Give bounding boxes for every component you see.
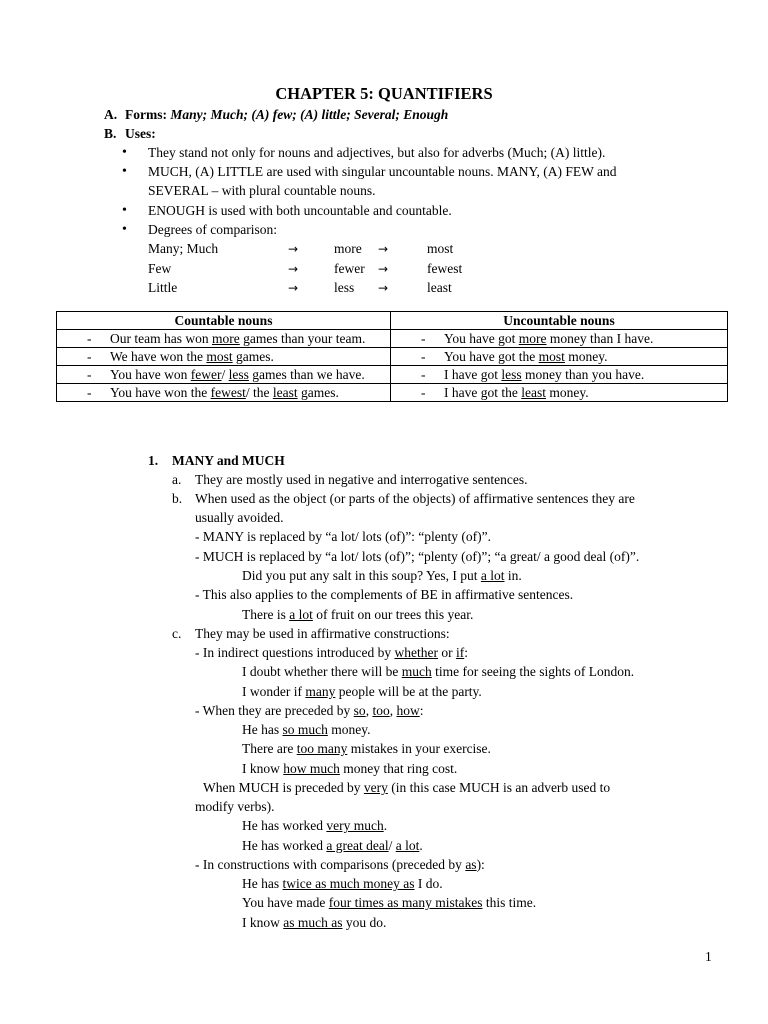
dash: -	[421, 385, 426, 400]
degree-superlative: most	[427, 241, 454, 256]
arrow-right-icon: →	[378, 242, 389, 256]
table-row	[57, 384, 728, 402]
table-header: Countable nouns	[57, 312, 391, 330]
table-header: Uncountable nouns	[391, 312, 728, 330]
degree-comparative: more	[334, 241, 362, 256]
item-b-rule: - This also applies to the complements of BE in affirmative sentences.	[195, 587, 574, 602]
degree-base: Few	[148, 261, 172, 276]
item-c-marker: c.	[172, 626, 182, 641]
item-a-marker: a.	[172, 472, 182, 487]
section-a-line	[125, 107, 448, 123]
dash: -	[87, 349, 92, 364]
countable-uncountable-table	[56, 311, 728, 402]
table-row	[57, 366, 728, 384]
item-c-rule: - In constructions with comparisons (preceded by as):	[195, 857, 485, 872]
bullet-item: • They stand not only for nouns and adjectives, but also for adverbs (Much; (A) little).	[148, 145, 605, 161]
table-cell: - You have won fewer/ less games than we have.	[57, 366, 391, 384]
section-a-marker: A.	[104, 107, 118, 122]
item-c-text: They may be used in affirmative constructions:	[195, 626, 450, 641]
dash: -	[421, 331, 426, 346]
dash: -	[421, 367, 426, 382]
degree-base: Little	[148, 280, 178, 295]
example-sentence: He has twice as much money as I do.	[242, 876, 443, 891]
example-sentence: Did you put any salt in this soup? Yes, I put a lot in.	[242, 568, 522, 583]
bullet-item: • MUCH, (A) LITTLE are used with singular uncountable nouns. MANY, (A) FEW and	[148, 164, 617, 180]
example-sentence: There is a lot of fruit on our trees this year.	[242, 607, 474, 622]
table-cell: - You have got more money than I have.	[391, 330, 728, 348]
item-c-rule: When MUCH is preceded by very (in this case MUCH is an adverb used to	[203, 780, 611, 795]
section-b-label: Uses:	[125, 126, 156, 141]
table-cell: - Our team has won more games than your team.	[57, 330, 391, 348]
table-cell: - We have won the most games.	[57, 348, 391, 366]
item-b-rule: - MUCH is replaced by “a lot/ lots (of)”; “plenty (of)”; “a great/ a good deal (of)”.	[195, 549, 640, 564]
arrow-right-icon: →	[288, 281, 299, 295]
arrow-right-icon: →	[288, 262, 299, 276]
item-a-text: They are mostly used in negative and interrogative sentences.	[195, 472, 528, 487]
dash: -	[87, 367, 92, 382]
example-sentence: I know as much as you do.	[242, 915, 387, 930]
arrow-right-icon: →	[378, 262, 389, 276]
example-sentence: There are too many mistakes in your exercise.	[242, 741, 491, 756]
table-cell: - I have got the least money.	[391, 384, 728, 402]
item-b-text: When used as the object (or parts of the objects) of affirmative sentences they are	[195, 491, 635, 506]
table-row	[57, 330, 728, 348]
table-cell: - I have got less money than you have.	[391, 366, 728, 384]
table-cell: - You have won the fewest/ the least games.	[57, 384, 391, 402]
section-b-marker: B.	[104, 126, 117, 141]
degree-comparative: fewer	[334, 261, 365, 276]
degree-base: Many; Much	[148, 241, 219, 256]
item-c-rule: - When they are preceded by so, too, how:	[195, 703, 424, 718]
table-row	[57, 348, 728, 366]
example-sentence: He has so much money.	[242, 722, 371, 737]
bullet-continuation: SEVERAL – with plural countable nouns.	[148, 183, 376, 198]
section-a	[104, 107, 117, 123]
page-number: 1	[705, 949, 712, 964]
example-sentence: I know how much money that ring cost.	[242, 761, 458, 776]
degree-comparative: less	[334, 280, 355, 295]
table-header-row	[57, 312, 728, 330]
section-1-marker: 1.	[148, 453, 159, 468]
item-c-rule: - In indirect questions introduced by whether or if:	[195, 645, 468, 660]
arrow-right-icon: →	[288, 242, 299, 256]
bullet-item: • ENOUGH is used with both uncountable and countable.	[148, 203, 452, 219]
dash: -	[87, 331, 92, 346]
example-sentence: I doubt whether there will be much time for seeing the sights of London.	[242, 664, 635, 679]
bullet-item: • Degrees of comparison:	[148, 222, 277, 238]
example-sentence: You have made four times as many mistakes this time.	[242, 895, 537, 910]
example-sentence: I wonder if many people will be at the party.	[242, 684, 482, 699]
section-a-label: Forms:	[125, 107, 167, 122]
degree-superlative: fewest	[427, 261, 463, 276]
item-b-text: usually avoided.	[195, 510, 284, 525]
compare-intro: When MUCH is preceded by	[203, 780, 364, 795]
section-a-text: Many; Much; (A) few; (A) little; Several; Enough	[170, 107, 449, 122]
dash: -	[421, 349, 426, 364]
dash: -	[87, 385, 92, 400]
section-1-heading: MANY and MUCH	[172, 453, 285, 468]
table-cell: - You have got the most money.	[391, 348, 728, 366]
item-c-rule: modify verbs).	[195, 799, 275, 814]
compare-rest: (in this case MUCH is an adverb used to	[387, 780, 611, 795]
degree-superlative: least	[427, 280, 452, 295]
page-title: CHAPTER 5: QUANTIFIERS	[275, 84, 493, 103]
item-b-rule: - MANY is replaced by “a lot/ lots (of)”: “plenty (of)”.	[195, 529, 492, 544]
example-sentence: He has worked very much.	[242, 818, 388, 833]
item-b-marker: b.	[172, 491, 183, 506]
arrow-right-icon: →	[378, 281, 389, 295]
example-sentence: He has worked a great deal/ a lot.	[242, 838, 423, 853]
